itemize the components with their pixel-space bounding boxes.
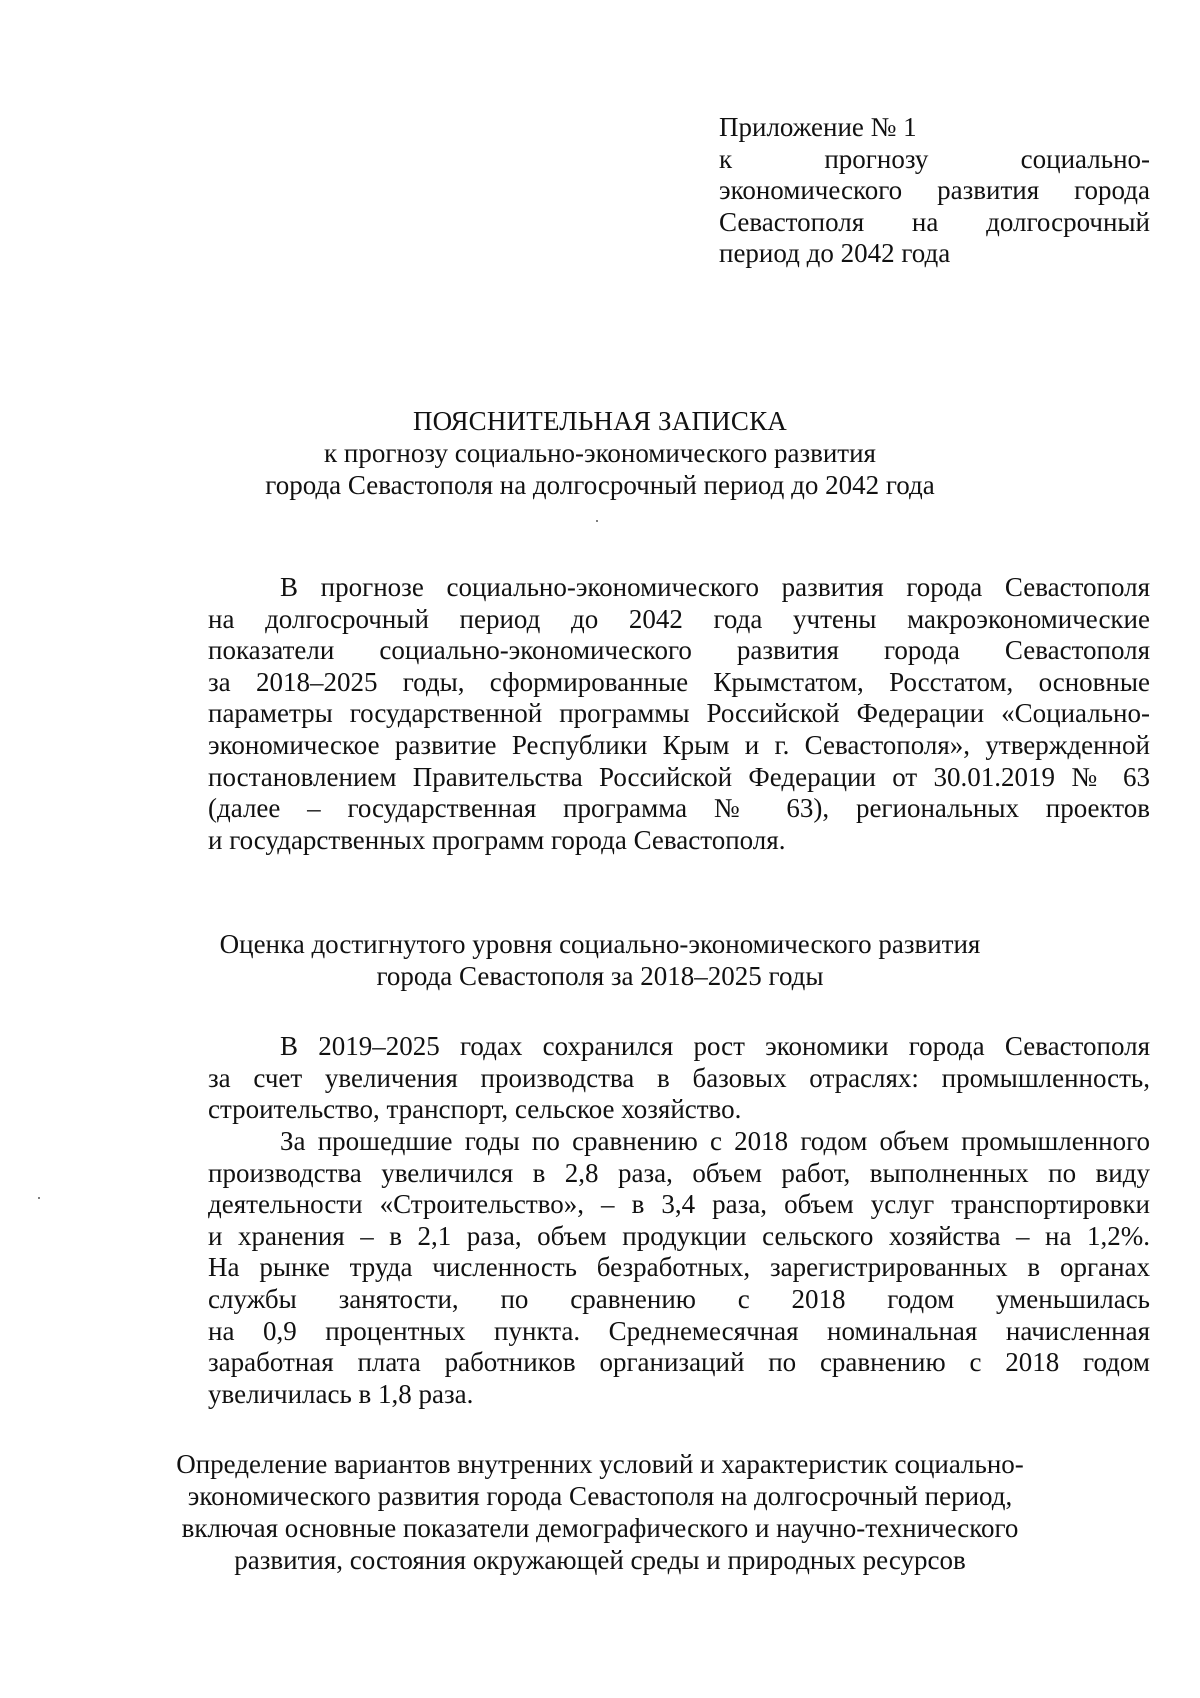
section-heading-line: Оценка достигнутого уровня социально-экономического развития <box>219 929 981 959</box>
annex-word: экономического <box>719 175 903 205</box>
section-heading-line: развития, состояния окружающей среды и природных ресурсов <box>234 1545 966 1575</box>
document-title: ПОЯСНИТЕЛЬНАЯ ЗАПИСКА <box>412 406 787 436</box>
paragraph-line: (далее – государственная программа № 63), региональных проектов <box>208 793 1150 824</box>
annex-word: на <box>911 206 939 237</box>
paragraph-line: на долгосрочный период до 2042 года учтены макроэкономические <box>208 603 1150 634</box>
paragraph-line: на 0,9 процентных пункта. Среднемесячная номинальная начисленная <box>208 1315 1150 1346</box>
annex-line <box>719 175 1150 207</box>
section-heading <box>70 1448 1130 1576</box>
paragraph-line: В 2019–2025 годах сохранился рост экономики города Севастополя <box>280 1031 1150 1061</box>
intro-paragraph <box>208 572 1150 856</box>
section-paragraph <box>208 1126 1150 1410</box>
paragraph-line: деятельности «Строительство», – в 3,4 раза, объем услуг транспортировки <box>208 1189 1150 1220</box>
annex-line <box>719 144 1150 176</box>
paragraph-line: за 2018–2025 годы, сформированные Крымстатом, Росстатом, основные <box>208 666 1150 697</box>
annex-word: Севастополя <box>719 206 865 237</box>
section-heading-line: города Севастополя за 2018–2025 годы <box>376 961 824 991</box>
paragraph-line: за счет увеличения производства в базовых отраслях: промышленность, <box>208 1062 1150 1093</box>
section-paragraph <box>208 1031 1150 1126</box>
annex-word: социально- <box>1020 143 1151 174</box>
annex-last-line: период до 2042 года <box>719 238 951 268</box>
paragraph-line: строительство, транспорт, сельское хозяйство. <box>208 1094 742 1125</box>
paragraph-line: В прогнозе социально-экономического развития города Севастополя <box>280 572 1150 602</box>
annex-title: Приложение № 1 <box>719 112 917 142</box>
scan-speck <box>596 520 598 522</box>
paragraph-line: постановлением Правительства Российской Федерации от 30.01.2019 № 63 <box>208 761 1150 792</box>
paragraph-line: заработная плата работников организаций по сравнению с 2018 годом <box>208 1347 1150 1378</box>
scan-speck <box>38 1197 40 1199</box>
section-heading-line: включая основные показатели демографического и научно-технического <box>181 1513 1019 1543</box>
annex-word: прогнозу <box>824 143 929 174</box>
section-heading <box>100 928 1100 992</box>
section-heading-line: Определение вариантов внутренних условий и характеристик социально- <box>176 1449 1024 1479</box>
document-subtitle-line: к прогнозу социально-экономического развития <box>324 438 876 468</box>
document-subtitle-line: города Севастополя на долгосрочный период до 2042 года <box>265 470 935 500</box>
annex-line <box>719 207 1150 239</box>
annex-word: развития <box>937 175 1040 205</box>
paragraph-line: и хранения – в 2,1 раза, объем продукции сельского хозяйства – на 1,2%. <box>208 1220 1150 1251</box>
paragraph-line: производства увеличился в 2,8 раза, объем работ, выполненных по виду <box>208 1157 1150 1188</box>
annex-word: города <box>1074 175 1150 205</box>
document-heading <box>200 405 1000 501</box>
paragraph-line: параметры государственной программы Российской Федерации «Социально- <box>208 698 1150 729</box>
paragraph-line: экономическое развитие Республики Крым и г. Севастополя», утвержденной <box>208 729 1150 760</box>
paragraph-line: За прошедшие годы по сравнению с 2018 годом объем промышленного <box>280 1126 1150 1156</box>
paragraph-line: увеличилась в 1,8 раза. <box>208 1378 474 1409</box>
paragraph-line: службы занятости, по сравнению с 2018 годом уменьшилась <box>208 1283 1150 1314</box>
annex-block <box>719 112 1150 270</box>
section-heading-line: экономического развития города Севастополя на долгосрочный период, <box>187 1481 1013 1511</box>
paragraph-line: показатели социально-экономического развития города Севастополя <box>208 635 1150 666</box>
paragraph-line: На рынке труда численность безработных, зарегистрированных в органах <box>208 1252 1150 1283</box>
annex-word: долгосрочный <box>986 206 1150 237</box>
paragraph-line: и государственных программ города Севастополя. <box>208 824 786 855</box>
annex-word: к <box>719 143 733 174</box>
